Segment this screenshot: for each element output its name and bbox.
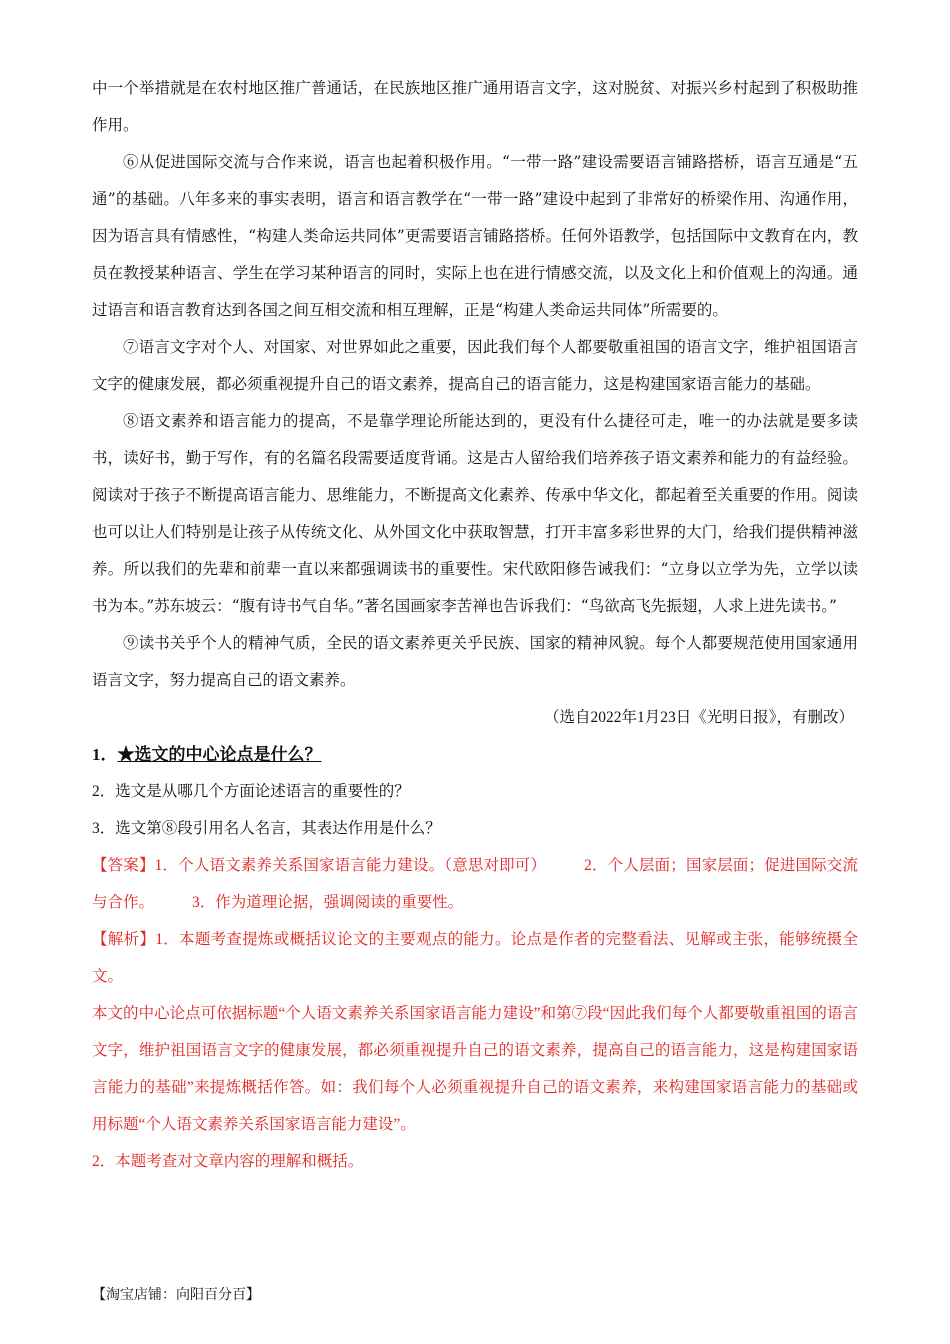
paragraph-5-continued: 中一个举措就是在农村地区推广普通话，在民族地区推广通用语言文字，这对脱贫、对振兴乡村起到了积极助推作用。 xyxy=(92,79,858,134)
paragraph-8: ⑧语文素养和语言能力的提高，不是靠学理论所能达到的，更没有什么捷径可走，唯一的办法就是要多读书，读好书，勤于写作，有的名篇名段需要适度背诵。这是古人留给我们培养孩子语文素养和能力的有益经验。阅读对于孩子不断提高语言能力、思维能力，不断提高文化素养、传承中华文化，都起着至关重要的作用。阅读也可以让人们特别是让孩子从传统文化、从外国文化中获取智慧，打开丰富多彩世界的大门，给我们提供精神滋养。所以我们的先辈和前辈一直以来都强调读书的重要性。宋代欧阳修告诫我们：“立身以立学为先，立学以读书为本。”苏东坡云：“腹有诗书气自华。”著名国画家李苦禅也告诉我们：“鸟欲高飞先振翅，人求上进先读书。” xyxy=(92,412,858,615)
answer-block xyxy=(92,847,858,921)
analysis-block xyxy=(92,921,858,995)
paragraph-9: ⑨读书关乎个人的精神气质，全民的语文素养更关乎民族、国家的精神风貌。每个人都要规范使用国家通用语言文字，努力提高自己的语文素养。 xyxy=(92,634,858,689)
question-2: 2．选文是从哪几个方面论述语言的重要性的？ xyxy=(92,783,410,800)
footer-shop-note: 【淘宝店铺：向阳百分百】 xyxy=(92,1288,260,1303)
document-body xyxy=(92,70,858,1180)
question-3: 3．选文第⑧段引用名人名言，其表达作用是什么？ xyxy=(92,820,441,837)
answer-3: 3．作为道理论据，强调阅读的重要性。 xyxy=(192,894,464,911)
source-citation: （选自2022年1月23日《光明日报》，有删改） xyxy=(543,709,854,726)
question-1 xyxy=(92,736,858,773)
answer-1: 1．个人语文素养关系国家语言能力建设。（意思对即可） xyxy=(154,857,547,874)
analysis-line-3: 2．本题考查对文章内容的理解和概括。 xyxy=(92,1153,364,1170)
answer-2: 2．个人层面；国家层面；促进国际交流与合作。 xyxy=(92,857,858,911)
analysis-label: 【解析】 xyxy=(92,931,156,948)
answer-label: 【答案】 xyxy=(92,857,155,874)
question-1-text: ★选文的中心论点是什么？ xyxy=(117,745,322,764)
question-1-number: 1． xyxy=(92,745,118,764)
analysis-line-1: 1．本题考查提炼或概括议论文的主要观点的能力。论点是作者的完整看法、见解或主张，能够统摄全文。 xyxy=(92,931,858,985)
analysis-line-2: 本文的中心论点可依据标题“个人语文素养关系国家语言能力建设”和第⑦段“因此我们每个人都要敬重祖国的语言文字，维护祖国语言文字的健康发展，都必须重视提升自己的语文素养，提高自己的语言能力，这是构建国家语言能力的基础”来提炼概括作答。如：我们每个人必须重视提升自己的语文素养，来构建国家语言能力的基础或用标题“个人语文素养关系国家语言能力建设”。 xyxy=(92,1005,858,1133)
paragraph-6: ⑥从促进国际交流与合作来说，语言也起着积极作用。“一带一路”建设需要语言铺路搭桥，语言互通是“五通”的基础。八年多来的事实表明，语言和语言教学在“一带一路”建设中起到了非常好的桥梁作用、沟通作用，因为语言具有情感性，“构建人类命运共同体”更需要语言铺路搭桥。任何外语教学，包括国际中文教育在内，教员在教授某种语言、学生在学习某种语言的同时，实际上也在进行情感交流，以及文化上和价值观上的沟通。通过语言和语言教育达到各国之间互相交流和相互理解，正是“构建人类命运共同体”所需要的。 xyxy=(92,153,858,319)
paragraph-7: ⑦语言文字对个人、对国家、对世界如此之重要，因此我们每个人都要敬重祖国的语言文字，维护祖国语言文字的健康发展，都必须重视提升自己的语文素养，提高自己的语言能力，这是构建国家语言能力的基础。 xyxy=(92,338,858,393)
